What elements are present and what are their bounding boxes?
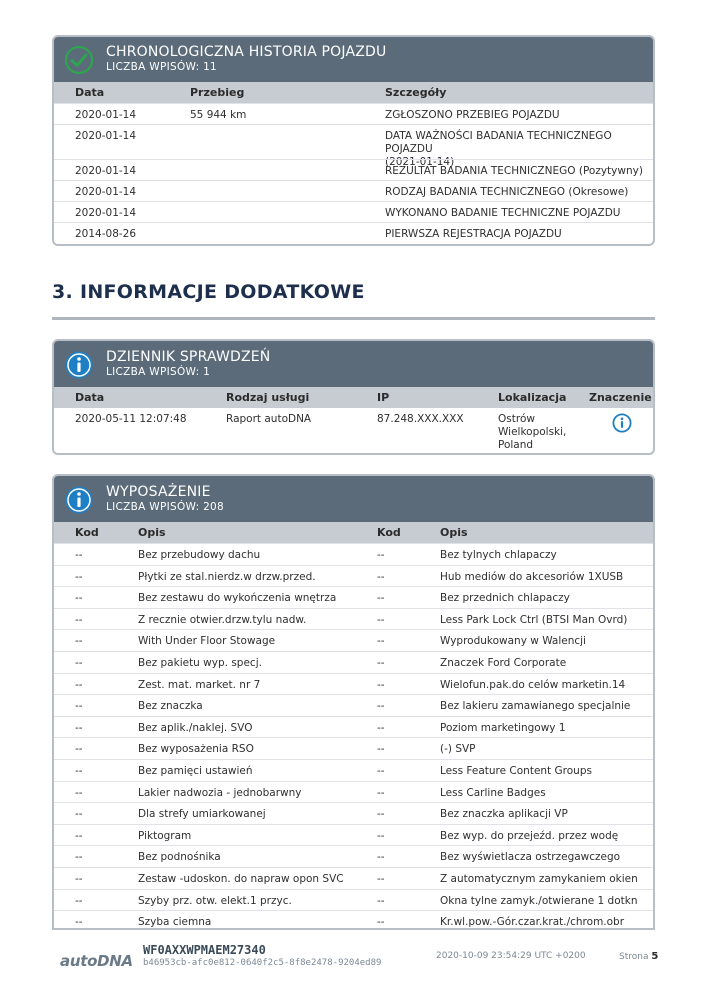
history-details: WYKONANO BADANIE TECHNICZNE POJAZDU — [385, 207, 621, 219]
equipment-code: -- — [377, 916, 385, 929]
log-title: DZIENNIK SPRAWDZEŃ — [106, 349, 271, 365]
equipment-description: Bez zestawu do wykończenia wnętrza — [138, 592, 337, 605]
table-row — [54, 759, 653, 781]
equipment-description: Less Park Lock Ctrl (BTSI Man Ovrd) — [440, 613, 628, 626]
equipment-code: -- — [75, 743, 83, 756]
table-row — [54, 889, 653, 911]
table-row — [54, 629, 653, 651]
equipment-panel — [52, 474, 655, 930]
equipment-description: Bez przednich chlapaczy — [440, 592, 570, 605]
table-row — [54, 159, 653, 180]
col-code-2: Kod — [377, 526, 401, 539]
log-count: LICZBA WPISÓW: 1 — [106, 366, 211, 378]
autodna-logo: autoDNA — [60, 952, 133, 970]
log-table-header — [54, 387, 653, 408]
equipment-code: -- — [75, 592, 83, 605]
equipment-code: -- — [75, 635, 83, 648]
log-location: Ostrów Wielkopolski, Poland — [498, 413, 567, 451]
equipment-description: Z automatycznym zamykaniem okien — [440, 872, 638, 885]
equipment-table-header — [54, 522, 653, 543]
equipment-description: Bez wyposażenia RSO — [138, 743, 254, 756]
equipment-code: -- — [377, 570, 385, 583]
equipment-code: -- — [377, 851, 385, 864]
table-row — [54, 781, 653, 803]
equipment-code: -- — [377, 743, 385, 756]
equipment-code: -- — [75, 894, 83, 907]
vin-number: WF0AXXWPMAEM27340 — [143, 943, 266, 957]
equipment-description: Bez znaczka — [138, 700, 203, 713]
history-date: 2020-01-14 — [75, 207, 137, 219]
equipment-description: Zestaw -udoskon. do napraw opon SVC — [138, 872, 344, 885]
equipment-code: -- — [377, 872, 385, 885]
page-number: Strona 5 — [619, 951, 659, 962]
equipment-description: Bez wyświetlacza ostrzegawczego — [440, 851, 621, 864]
table-row — [54, 716, 653, 738]
history-date: 2020-01-14 — [75, 109, 137, 121]
page-footer — [0, 938, 706, 999]
equipment-code: -- — [75, 916, 83, 929]
equipment-code: -- — [75, 786, 83, 799]
log-date: 2020-05-11 12:07:48 — [75, 413, 187, 425]
equipment-code: -- — [75, 764, 83, 777]
table-row — [54, 845, 653, 867]
equipment-code: -- — [75, 656, 83, 669]
equipment-code: -- — [75, 613, 83, 626]
equipment-code: -- — [377, 635, 385, 648]
equipment-title: WYPOSAŻENIE — [106, 484, 211, 500]
report-timestamp: 2020-10-09 23:54:29 UTC +0200 — [436, 951, 586, 961]
table-row — [54, 103, 653, 124]
check-log-panel — [52, 339, 655, 455]
section-title: 3. INFORMACJE DODATKOWE — [52, 281, 365, 303]
equipment-description: Wielofun.pak.do celów marketin.14 — [440, 678, 626, 691]
col-meaning: Znaczenie — [589, 391, 652, 404]
equipment-description: Bez podnośnika — [138, 851, 221, 864]
equipment-description: Wyprodukowany w Walencji — [440, 635, 586, 648]
history-date: 2020-01-14 — [75, 130, 137, 142]
col-location: Lokalizacja — [498, 391, 567, 404]
equipment-description: Okna tylne zamyk./otwierane 1 dotkn — [440, 894, 638, 907]
table-row — [54, 694, 653, 716]
table-row — [54, 565, 653, 587]
history-details: ZGŁOSZONO PRZEBIEG POJAZDU — [385, 109, 560, 121]
history-header — [54, 37, 653, 82]
equipment-code: -- — [377, 786, 385, 799]
equipment-description: Znaczek Ford Corporate — [440, 656, 567, 669]
col-description-2: Opis — [440, 526, 468, 539]
equipment-description: Bez pakietu wyp. specj. — [138, 656, 262, 669]
col-date: Data — [75, 86, 105, 99]
col-description: Opis — [138, 526, 166, 539]
equipment-description: Kr.wl.pow.-Gór.czar.krat./chrom.obr — [440, 916, 625, 929]
history-date: 2014-08-26 — [75, 228, 137, 240]
equipment-count: LICZBA WPISÓW: 208 — [106, 501, 225, 513]
equipment-description: Bez pamięci ustawień — [138, 764, 253, 777]
check-circle-icon — [64, 45, 94, 75]
equipment-code: -- — [377, 700, 385, 713]
table-row — [54, 586, 653, 608]
report-hash: b46953cb-afc0e812-0640f2c5-8f8e2478-9204ed89 — [143, 958, 382, 968]
equipment-description: Dla strefy umiarkowanej — [138, 808, 266, 821]
table-row — [54, 201, 653, 222]
equipment-description: Poziom marketingowy 1 — [440, 721, 566, 734]
col-code: Kod — [75, 526, 99, 539]
table-row — [54, 824, 653, 846]
info-circle-icon — [64, 350, 94, 380]
equipment-description: Bez tylnych chlapaczy — [440, 549, 557, 561]
table-row — [54, 222, 653, 243]
table-row — [54, 910, 653, 930]
equipment-code: -- — [377, 808, 385, 821]
equipment-description: Szyba ciemna — [138, 916, 212, 929]
history-date: 2020-01-14 — [75, 186, 137, 198]
equipment-description: Bez aplik./naklej. SVO — [138, 721, 253, 734]
equipment-code: -- — [75, 808, 83, 821]
equipment-code: -- — [75, 570, 83, 583]
equipment-code: -- — [75, 700, 83, 713]
equipment-code: -- — [75, 872, 83, 885]
equipment-code: -- — [75, 678, 83, 691]
equipment-description: Bez lakieru zamawianego specjalnie — [440, 700, 631, 713]
table-row — [54, 608, 653, 630]
table-row — [54, 408, 653, 455]
equipment-code: -- — [75, 721, 83, 734]
log-header — [54, 341, 653, 387]
table-row — [54, 124, 653, 168]
history-details: REZULTAT BADANIA TECHNICZNEGO (Pozytywny) — [385, 165, 643, 177]
equipment-description: Piktogram — [138, 829, 192, 842]
table-row — [54, 867, 653, 889]
col-mileage: Przebieg — [190, 86, 245, 99]
equipment-code: -- — [75, 549, 83, 561]
equipment-description: Płytki ze stal.nierdz.w drzw.przed. — [138, 570, 316, 583]
equipment-code: -- — [377, 656, 385, 669]
equipment-description: (-) SVP — [440, 743, 476, 756]
equipment-description: Less Carline Badges — [440, 786, 546, 799]
section-divider — [52, 317, 655, 320]
col-service: Rodzaj usługi — [226, 391, 310, 404]
col-ip: IP — [377, 391, 390, 404]
history-rows — [54, 103, 653, 243]
equipment-description: Zest. mat. market. nr 7 — [138, 678, 261, 691]
equipment-description: Bez przebudowy dachu — [138, 549, 261, 561]
equipment-code: -- — [75, 829, 83, 842]
col-details: Szczegóły — [385, 86, 447, 99]
equipment-description: Lakier nadwozia - jednobarwny — [138, 786, 302, 799]
history-mileage: 55 944 km — [190, 109, 247, 121]
equipment-description: Bez wyp. do przejeźd. przez wodę — [440, 829, 619, 842]
history-date: 2020-01-14 — [75, 165, 137, 177]
col-date: Data — [75, 391, 105, 404]
info-circle-icon — [64, 485, 94, 515]
equipment-description: Bez znaczka aplikacji VP — [440, 808, 568, 821]
log-service: Raport autoDNA — [226, 413, 312, 425]
equipment-description: Hub mediów do akcesoriów 1XUSB — [440, 570, 624, 583]
history-table-header — [54, 82, 653, 103]
equipment-description: Z recznie otwier.drzw.tylu nadw. — [138, 613, 307, 626]
history-details: RODZAJ BADANIA TECHNICZNEGO (Okresowe) — [385, 186, 629, 198]
table-row — [54, 673, 653, 695]
table-row — [54, 651, 653, 673]
equipment-code: -- — [377, 894, 385, 907]
table-row — [54, 180, 653, 201]
log-ip: 87.248.XXX.XXX — [377, 413, 464, 425]
equipment-code: -- — [377, 613, 385, 626]
equipment-header — [54, 476, 653, 522]
history-count: LICZBA WPISÓW: 11 — [106, 61, 218, 73]
table-row — [54, 543, 653, 565]
equipment-description: With Under Floor Stowage — [138, 635, 276, 648]
history-details: DATA WAŻNOŚCI BADANIA TECHNICZNEGO POJAZDU (2021-01-14) — [385, 130, 612, 168]
equipment-code: -- — [75, 851, 83, 864]
equipment-description: Less Feature Content Groups — [440, 764, 592, 777]
table-row — [54, 802, 653, 824]
history-title: CHRONOLOGICZNA HISTORIA POJAZDU — [106, 44, 387, 60]
equipment-rows — [54, 543, 653, 930]
equipment-code: -- — [377, 829, 385, 842]
info-circle-icon[interactable] — [612, 413, 632, 433]
table-row — [54, 737, 653, 759]
equipment-code: -- — [377, 592, 385, 605]
equipment-code: -- — [377, 721, 385, 734]
equipment-code: -- — [377, 678, 385, 691]
equipment-code: -- — [377, 549, 385, 561]
equipment-code: -- — [377, 764, 385, 777]
history-panel — [52, 35, 655, 246]
equipment-description: Szyby prz. otw. elekt.1 przyc. — [138, 894, 292, 907]
history-details: PIERWSZA REJESTRACJA POJAZDU — [385, 228, 562, 240]
